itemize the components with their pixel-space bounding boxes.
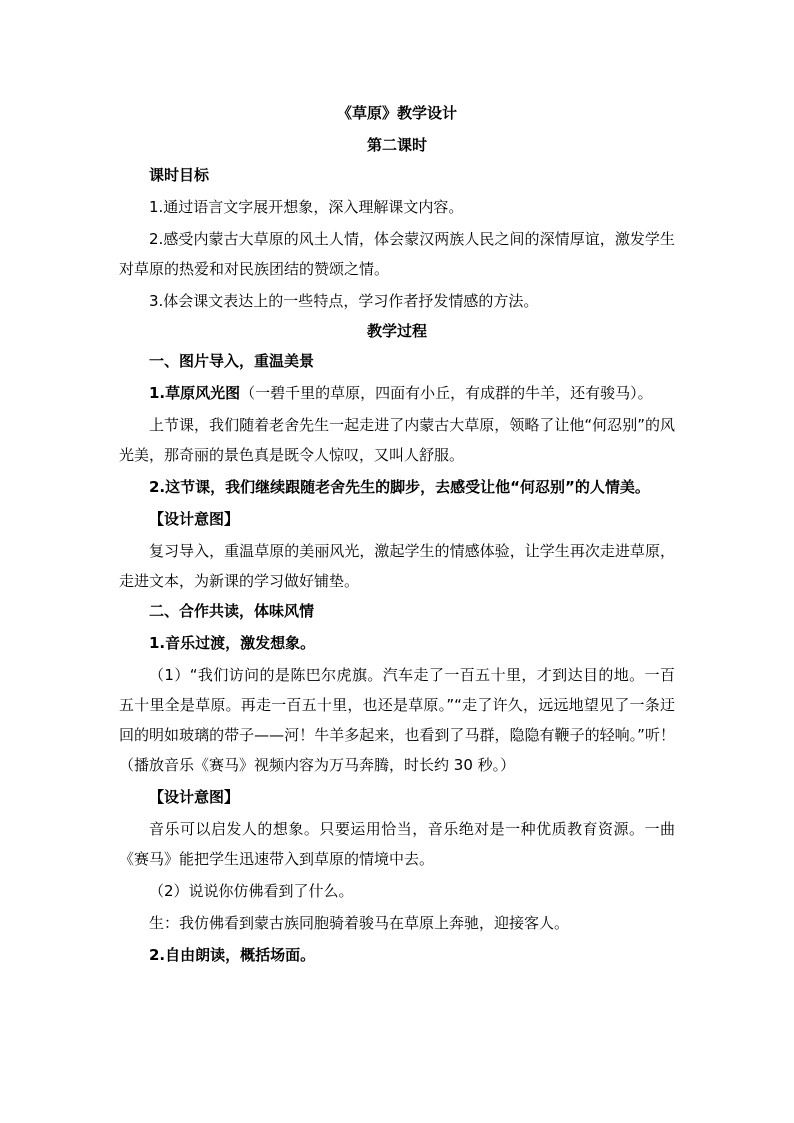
section2-question: （2）说说你仿佛看到了什么。 <box>149 882 354 900</box>
objectives-heading: 课时目标 <box>149 166 210 184</box>
section1-item1 <box>119 378 675 408</box>
document-body <box>119 98 675 970</box>
section1-design-text: 复习导入，重温草原的美丽风光，激起学生的情感体验，让学生再次走进草原，走进文本，为新课的学习做好铺垫。 <box>119 542 675 590</box>
section1-heading: 一、图片导入，重温美景 <box>149 352 315 370</box>
lesson-subtitle: 第二课时 <box>366 136 427 154</box>
section2-heading: 二、合作共读，体味风情 <box>149 602 315 620</box>
section1-paragraph: 上节课，我们随着老舍先生一起走进了内蒙古大草原，领略了让他“何忍别”的风光美，那奇丽的景色真是既令人惊叹，又叫人舒服。 <box>119 416 675 464</box>
section1-design-heading: 【设计意图】 <box>149 510 240 528</box>
student-answer: 生：我仿佛看到蒙古族同胞骑着骏马在草原上奔驰，迎接客人。 <box>149 914 570 932</box>
section2-design-text: 音乐可以启发人的想象。只要运用恰当，音乐绝对是一种优质教育资源。一曲《赛马》能把学生迅速带入到草原的情境中去。 <box>119 820 675 868</box>
section2-quote: （1）“我们访问的是陈巴尔虎旗。汽车走了一百五十里，才到达目的地。一百五十里全是草原。再走一百五十里，也还是草原。”“走了许久，远远地望见了一条迂回的明如玻璃的带子——河！牛羊多起来，也看到了马群，隐隐有鞭子的轻响。”听！（播放音乐《赛马》视频内容为万马奔腾，时长约 30 秒。） <box>119 666 675 774</box>
process-heading: 教学过程 <box>366 322 427 340</box>
section1-item1-text: （一碧千里的草原，四面有小丘，有成群的牛羊，还有骏马）。 <box>240 384 653 402</box>
section2-item2: 2.自由朗读，概括场面。 <box>149 946 316 964</box>
document-title: 《草原》教学设计 <box>336 104 457 122</box>
section2-item1: 1.音乐过渡，激发想象。 <box>149 634 316 652</box>
objective-item-3: 3.体会课文表达上的一些特点，学习作者抒发情感的方法。 <box>149 292 539 310</box>
section1-item2: 2.这节课，我们继续跟随老舍先生的脚步，去感受让他“何忍别”的人情美。 <box>149 478 650 496</box>
objective-item-2: 2.感受内蒙古大草原的风土人情，体会蒙汉两族人民之间的深情厚谊，激发学生对草原的热爱和对民族团结的赞颂之情。 <box>119 230 675 278</box>
section1-item1-label: 1.草原风光图 <box>149 384 241 402</box>
objective-item-1: 1.通过语言文字展开想象，深入理解课文内容。 <box>149 198 464 216</box>
section2-design-heading: 【设计意图】 <box>149 788 240 806</box>
